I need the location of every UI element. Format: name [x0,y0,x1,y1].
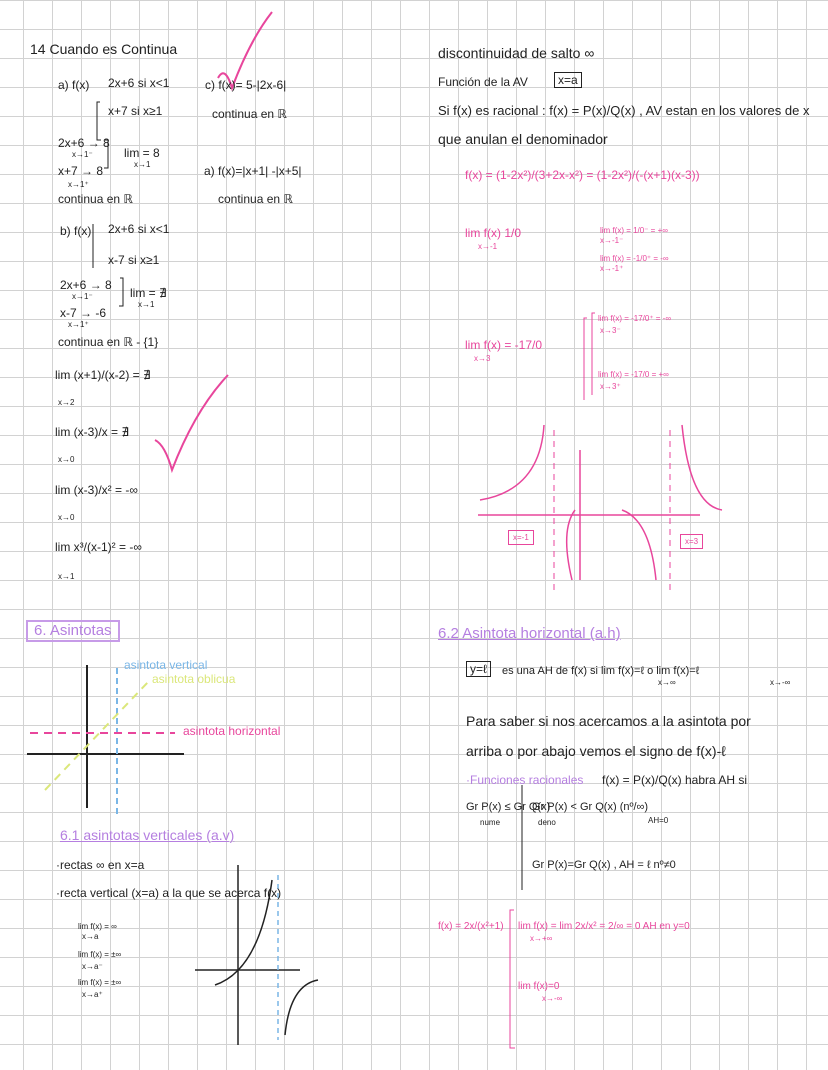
limit-sub: x→1 [58,572,75,581]
text-line: f(x) = P(x)/Q(x) habra AH si [602,773,748,787]
exercise-b: b) f(x) [60,224,92,238]
brace [510,910,515,1048]
limit-exercise: lim x³/(x-1)² = -∞ [55,540,142,554]
limit-sub: x→∞ [658,678,676,687]
limit-sub: x→3 [474,354,491,363]
text-line: Si f(x) es racional : f(x) = P(x)/Q(x) , AV estan en los valores de x [438,103,810,118]
limit-exercise: lim (x-3)/x² = -∞ [55,483,138,497]
limit-sub: x→3⁻ [600,326,621,335]
limit-exercise: lim (x+1)/(x-2) = ∄ [55,368,151,382]
brace [592,313,595,395]
limit-sub: x→1 [138,300,155,309]
label-oblicua: asintota oblicua [152,672,236,686]
limit-line: lim f(x) = lim 2x/x² = 2/∞ = 0 AH en y=0 [518,921,690,932]
label-horizontal: asintota horizontal [183,724,281,738]
limit-line: lim f(x) = 1/0⁻ = +∞ [600,226,668,235]
brace [119,278,123,306]
check-mark-icon [218,12,272,88]
highlight-text: ·Funciones racionales [466,773,584,787]
limit-sub: x→a⁺ [82,990,103,999]
limit-sub: x→0 [58,513,75,522]
case: x+7 si x≥1 [108,104,163,118]
limit-exercise: lim (x-3)/x = ∄ [55,425,129,439]
section-heading: 14 Cuando es Continua [30,41,178,57]
limit-line: 2x+6 → 8 [60,278,112,292]
limit-line: lim f(x) 1/0 [465,226,522,240]
boxed-formula: y=ℓ [466,661,491,677]
limit-sub: x→0 [58,455,75,464]
exercise-d: a) f(x)=|x+1| -|x+5| [204,164,302,178]
limit-result: lim = ∄ [130,286,167,300]
bullet: ·recta vertical (x=a) a la que se acerca f(x) [56,886,282,900]
limit-line: x-7 → -6 [60,306,107,320]
exercise-c: c) f(x)= 5-|2x-6| [205,78,287,92]
limit-sub: x→-1⁺ [600,264,624,273]
case-sub: AH=0 [648,816,669,825]
asintotas-title: 6. Asintotas [26,620,120,642]
text-line: Para saber si nos acercamos a la asintota por [466,713,751,729]
limit-line: lim f(x) = -1/0⁺ = -∞ [600,254,669,263]
limit-sub: x→1⁻ [72,292,93,301]
graph-label: x=3 [680,534,703,549]
text-line: Función de la AV [438,75,528,89]
subsection-title: 6.1 asintotas verticales (a.v) [60,827,235,843]
function-formula: f(x) = (1-2x²)/(3+2x-x²) = (1-2x²)/(-(x+1)(x-3)) [465,168,700,182]
rational-function-graph [478,425,722,590]
exercise-a: a) f(x) [58,78,90,92]
limit-sub: x→3⁺ [600,382,621,391]
boxed-formula: x=a [554,72,582,88]
case: 2x+6 si x<1 [108,76,170,90]
condition: Gr P(x) ≤ Gr Q(x) [466,801,551,813]
case: x-7 si x≥1 [108,253,160,267]
text-line: discontinuidad de salto ∞ [438,45,595,61]
limit-line: lim f(x) = ±∞ [78,950,122,959]
case: Gr P(x)=Gr Q(x) , AH = ℓ nº≠0 [532,859,676,871]
brace [584,318,587,400]
check-mark-icon [155,375,228,470]
limit-sub: x→-1⁻ [600,236,624,245]
text-line: arriba o por abajo vemos el signo de f(x)-ℓ [466,743,726,759]
limit-sub: x→-∞ [542,994,563,1003]
limit-sub: x→+∞ [530,934,553,943]
definition: es una AH de f(x) si lim f(x)=ℓ o lim f(x)=ℓ [502,665,700,677]
graph-label: x=-1 [508,530,534,545]
limit-sub: x→1⁺ [68,320,89,329]
limit-line: 2x+6 → 8 [58,136,110,150]
limit-line: lim f(x) = -17/0 [465,338,543,352]
result: continua en ℝ - {1} [58,335,159,349]
limit-line: lim f(x) = -17/0⁺ = -∞ [598,314,672,323]
label-vertical: asintota vertical [124,658,208,672]
limit-sub: x→-1 [478,242,498,251]
limit-sub: x→a⁻ [82,962,103,971]
limit-line: x+7 → 8 [58,164,104,178]
asymptote-diagram [27,665,184,815]
label: nume [480,818,501,827]
limit-sub: x→-∞ [770,678,791,687]
text-line: que anulan el denominador [438,131,608,147]
limit-sub: x→2 [58,398,75,407]
limit-line: lim f(x)=0 [518,981,560,992]
limit-sub: x→1 [134,160,151,169]
subsection-title: 6.2 Asintota horizontal (a.h) [438,625,621,642]
case: Gr P(x) < Gr Q(x) (nº/∞) [532,801,649,813]
result: continua en ℝ [212,107,287,121]
example-function: f(x) = 2x/(x²+1) [438,921,504,932]
limit-line: lim f(x) = ∞ [78,922,117,931]
limit-result: lim = 8 [124,146,160,160]
brace [97,102,101,140]
label: deno [538,818,556,827]
result: continua en ℝ [218,192,293,206]
result: continua en ℝ [58,192,133,206]
bullet: ·rectas ∞ en x=a [56,858,145,872]
case: 2x+6 si x<1 [108,222,170,236]
limit-sub: x→1⁺ [68,180,89,189]
limit-sub: x→1⁻ [72,150,93,159]
limit-sub: x→a [82,932,99,941]
limit-line: lim f(x) = ±∞ [78,978,122,987]
limit-line: lim f(x) = -17/0 = +∞ [598,370,669,379]
